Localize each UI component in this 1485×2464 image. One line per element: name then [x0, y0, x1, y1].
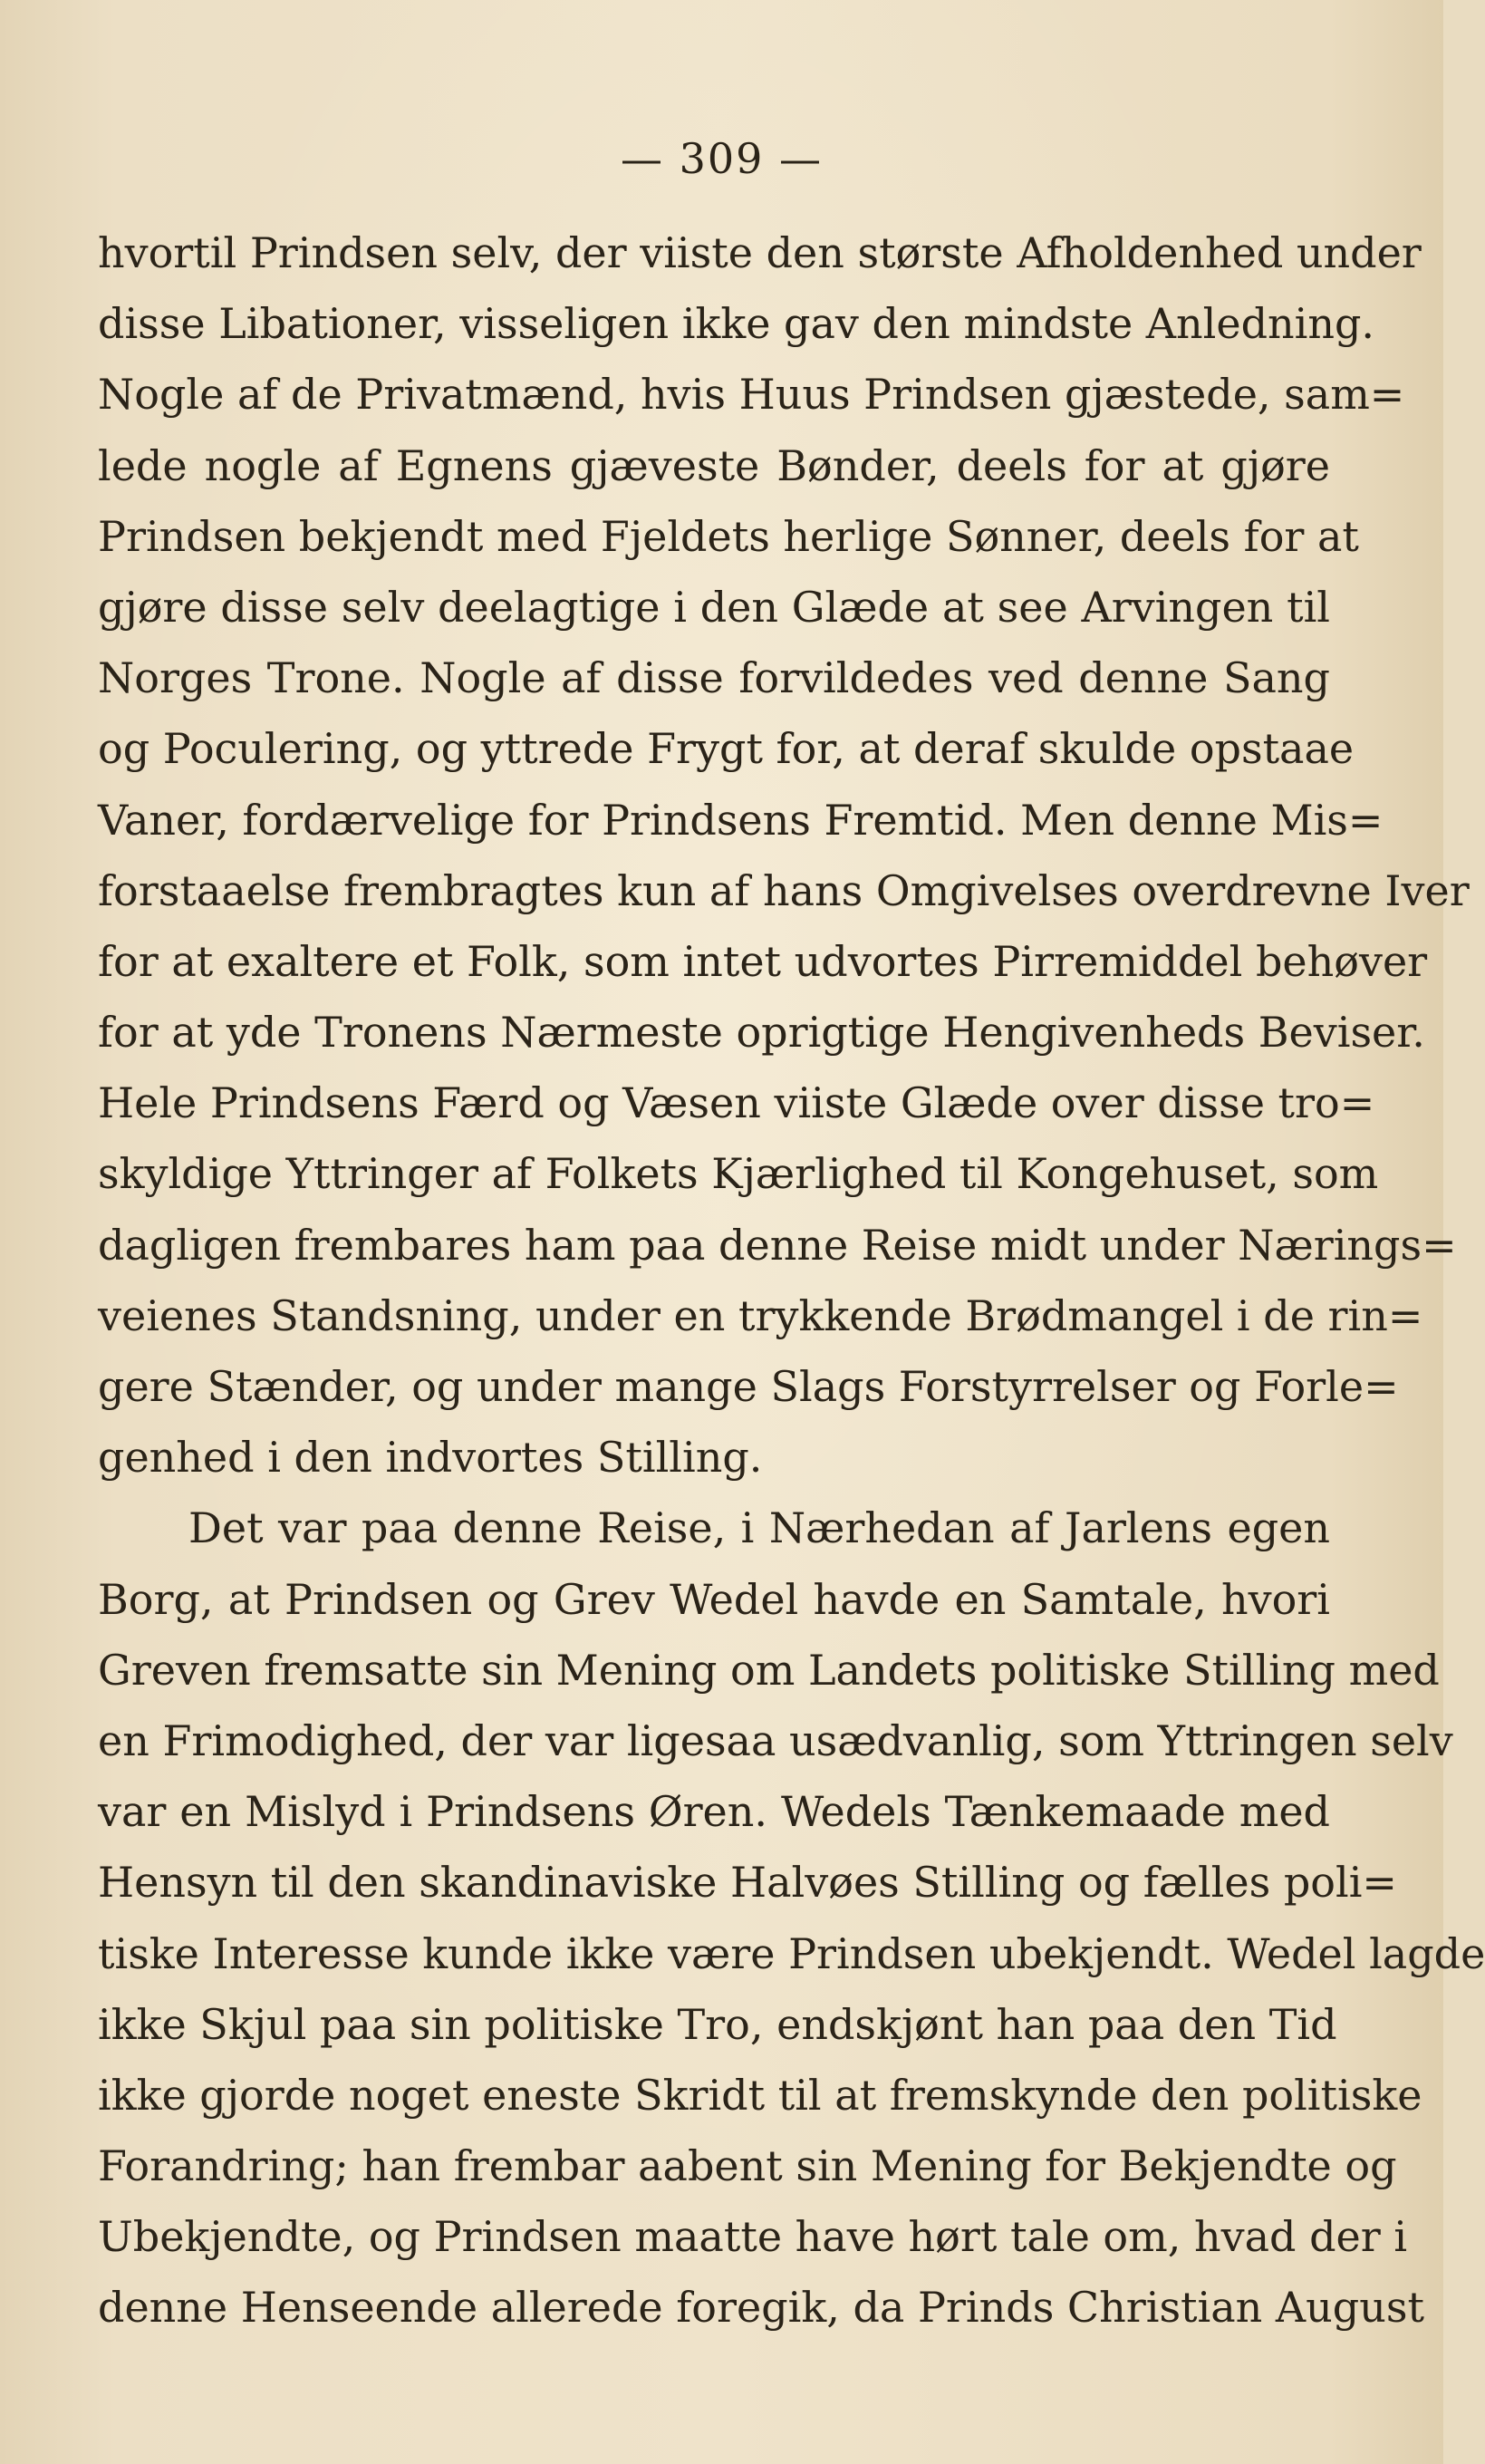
text-line: ikke gjorde noget eneste Skridt til at fremskynde den politiske	[98, 2070, 1422, 2120]
paragraph-start-line: Det var paa denne Reise, i Nærhedan af Jarlens egen	[188, 1503, 1330, 1553]
text-line: Prindsen bekjendt med Fjeldets herlige Sønner, deels for at	[98, 511, 1359, 561]
text-line: forstaaelse frembragtes kun af hans Omgivelses overdrevne Iver	[98, 865, 1470, 915]
text-line: for at exaltere et Folk, som intet udvortes Pirremiddel behøver	[98, 936, 1428, 986]
paragraph-end-line: genhed i den indvortes Stilling.	[98, 1433, 763, 1483]
text-line: Hele Prindsens Færd og Væsen viiste Glæde over disse tro=	[98, 1078, 1375, 1128]
text-line: Borg, at Prindsen og Grev Wedel havde en Samtale, hvori	[98, 1574, 1330, 1624]
text-line: var en Mislyd i Prindsens Øren. Wedels Tænkemaade med	[98, 1787, 1330, 1837]
text-line: veienes Standsning, under en trykkende Brødmangel i de rin=	[98, 1290, 1423, 1340]
text-line: for at yde Tronens Nærmeste oprigtige Hengivenheds Beviser.	[98, 1008, 1425, 1058]
text-line: Nogle af de Privatmænd, hvis Huus Prindsen gjæstede, sam=	[98, 370, 1405, 420]
text-line: Vaner, fordærvelige for Prindsens Fremtid. Men denne Mis=	[98, 795, 1384, 845]
text-line: gjøre disse selv deelagtige i den Glæde at see Arvingen til	[98, 582, 1330, 632]
text-line: hvortil Prindsen selv, der viiste den største Afholdenhed under	[98, 228, 1422, 277]
text-line: ikke Skjul paa sin politiske Tro, endskjønt han paa den Tid	[98, 1999, 1337, 2049]
text-line: skyldige Yttringer af Folkets Kjærlighed til Kongehuset, som	[98, 1149, 1379, 1199]
text-line: dagligen frembares ham paa denne Reise midt under Nærings=	[98, 1220, 1457, 1270]
text-line: gere Stænder, og under mange Slags Forstyrrelser og Forle=	[98, 1362, 1399, 1411]
text-line: Norges Trone. Nogle af disse forvildedes ved denne Sang	[98, 653, 1330, 703]
text-line: og Poculering, og yttrede Frygt for, at deraf skulde opstaae	[98, 724, 1355, 774]
text-line: en Frimodighed, der var ligesaa usædvanlig, som Yttringen selv	[98, 1715, 1453, 1765]
text-line: lede nogle af Egnens gjæveste Bønder, deels for at gjøre	[98, 440, 1330, 490]
text-line: Forandring; han frembar aabent sin Mening for Bekjendte og	[98, 2141, 1397, 2191]
text-line: disse Libationer, visseligen ikke gav den mindste Anledning.	[98, 299, 1375, 349]
text-line: Greven fremsatte sin Mening om Landets politiske Stilling med	[98, 1645, 1440, 1695]
text-line: denne Henseende allerede foregik, da Prinds Christian August	[98, 2283, 1424, 2333]
body-text	[98, 217, 1485, 2343]
text-line: tiske Interesse kunde ikke være Prindsen ubekjendt. Wedel lagde	[98, 1928, 1485, 1978]
page-number: — 309 —	[620, 134, 824, 183]
text-line: Hensyn til den skandinaviske Halvøes Stilling og fælles poli=	[98, 1858, 1397, 1908]
text-line: Ubekjendte, og Prindsen maatte have hørt tale om, hvad der i	[98, 2212, 1408, 2262]
